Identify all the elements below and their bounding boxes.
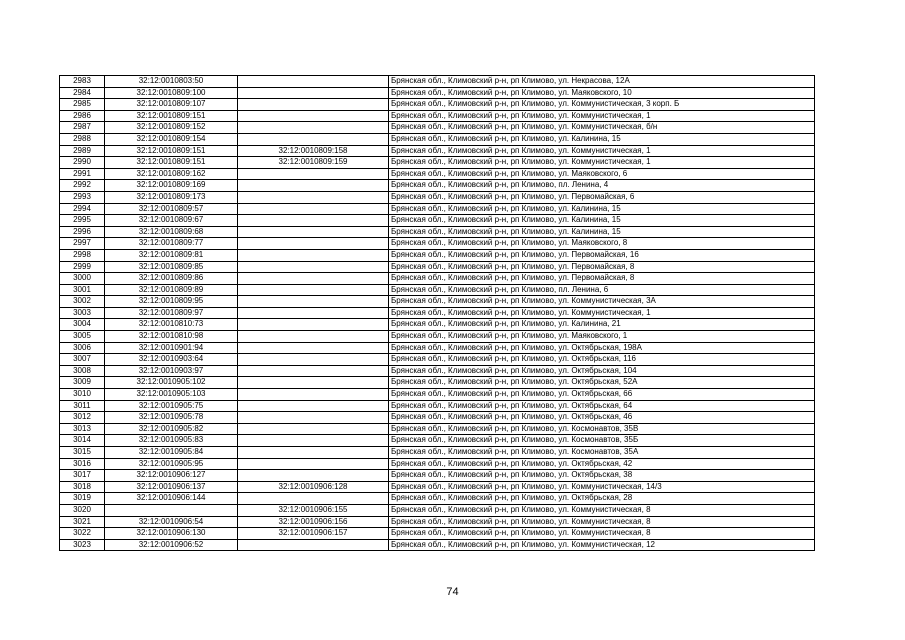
- table-row: [60, 296, 815, 308]
- cadastral-number-cell: 32:12:0010809:77: [105, 238, 238, 250]
- cadastral-number-cell: 32:12:0010905:82: [105, 423, 238, 435]
- cadastral-number-cell: 32:12:0010906:54: [105, 516, 238, 528]
- related-cadastral-number-cell: [238, 226, 389, 238]
- related-cadastral-number-cell: [238, 389, 389, 401]
- table-row: [60, 307, 815, 319]
- related-cadastral-number-cell: [238, 447, 389, 459]
- address-cell: Брянская обл., Климовский р-н, рп Климово, ул. Маяковского, 6: [389, 168, 815, 180]
- cadastral-number-cell: 32:12:0010809:173: [105, 191, 238, 203]
- related-cadastral-number-cell: 32:12:0010906:157: [238, 528, 389, 540]
- table-row: [60, 470, 815, 482]
- cadastral-number-cell: 32:12:0010809:81: [105, 249, 238, 261]
- table-row: [60, 447, 815, 459]
- row-number-cell: 3014: [60, 435, 105, 447]
- table-row: [60, 389, 815, 401]
- related-cadastral-number-cell: [238, 203, 389, 215]
- table-row: [60, 226, 815, 238]
- related-cadastral-number-cell: [238, 284, 389, 296]
- related-cadastral-number-cell: [238, 423, 389, 435]
- table-row: [60, 122, 815, 134]
- cadastral-number-cell: 32:12:0010809:57: [105, 203, 238, 215]
- cadastral-number-cell: 32:12:0010903:97: [105, 365, 238, 377]
- cadastral-number-cell: 32:12:0010809:169: [105, 180, 238, 192]
- related-cadastral-number-cell: 32:12:0010906:128: [238, 481, 389, 493]
- address-cell: Брянская обл., Климовский р-н, рп Климово, ул. Калинина, 21: [389, 319, 815, 331]
- row-number-cell: 3016: [60, 458, 105, 470]
- related-cadastral-number-cell: [238, 215, 389, 227]
- related-cadastral-number-cell: 32:12:0010906:155: [238, 504, 389, 516]
- related-cadastral-number-cell: [238, 354, 389, 366]
- related-cadastral-number-cell: [238, 412, 389, 424]
- row-number-cell: 2992: [60, 180, 105, 192]
- row-number-cell: 2990: [60, 157, 105, 169]
- address-cell: Брянская обл., Климовский р-н, рп Климово, ул. Космонавтов, 35А: [389, 447, 815, 459]
- row-number-cell: 3007: [60, 354, 105, 366]
- related-cadastral-number-cell: [238, 470, 389, 482]
- address-cell: Брянская обл., Климовский р-н, рп Климово, ул. Октябрьская, 38: [389, 470, 815, 482]
- address-cell: Брянская обл., Климовский р-н, рп Климово, ул. Первомайская, 16: [389, 249, 815, 261]
- address-cell: Брянская обл., Климовский р-н, рп Климово, ул. Коммунистическая, 12: [389, 539, 815, 551]
- table-row: [60, 215, 815, 227]
- row-number-cell: 3008: [60, 365, 105, 377]
- row-number-cell: 3000: [60, 273, 105, 285]
- address-cell: Брянская обл., Климовский р-н, рп Климово, ул. Некрасова, 12А: [389, 76, 815, 88]
- row-number-cell: 3011: [60, 400, 105, 412]
- row-number-cell: 3020: [60, 504, 105, 516]
- table-row: [60, 377, 815, 389]
- address-cell: Брянская обл., Климовский р-н, рп Климово, ул. Калинина, 15: [389, 203, 815, 215]
- address-cell: Брянская обл., Климовский р-н, рп Климово, ул. Октябрьская, 28: [389, 493, 815, 505]
- address-cell: Брянская обл., Климовский р-н, рп Климово, ул. Октябрьская, 52А: [389, 377, 815, 389]
- address-cell: Брянская обл., Климовский р-н, рп Климово, ул. Первомайская, 6: [389, 191, 815, 203]
- table-row: [60, 76, 815, 88]
- cadastral-number-cell: 32:12:0010906:52: [105, 539, 238, 551]
- cadastral-number-cell: 32:12:0010809:89: [105, 284, 238, 296]
- address-cell: Брянская обл., Климовский р-н, рп Климово, ул. Коммунистическая, б/н: [389, 122, 815, 134]
- address-cell: Брянская обл., Климовский р-н, рп Климово, ул. Первомайская, 8: [389, 273, 815, 285]
- address-cell: Брянская обл., Климовский р-н, рп Климово, ул. Маяковского, 10: [389, 87, 815, 99]
- related-cadastral-number-cell: [238, 342, 389, 354]
- row-number-cell: 2996: [60, 226, 105, 238]
- related-cadastral-number-cell: [238, 331, 389, 343]
- address-cell: Брянская обл., Климовский р-н, рп Климово, ул. Октябрьская, 66: [389, 389, 815, 401]
- address-cell: Брянская обл., Климовский р-н, рп Климово, ул. Октябрьская, 104: [389, 365, 815, 377]
- cadastral-number-cell: 32:12:0010809:152: [105, 122, 238, 134]
- table-row: [60, 180, 815, 192]
- row-number-cell: 3023: [60, 539, 105, 551]
- row-number-cell: 3021: [60, 516, 105, 528]
- address-cell: Брянская обл., Климовский р-н, рп Климово, ул. Коммунистическая, 1: [389, 307, 815, 319]
- related-cadastral-number-cell: [238, 168, 389, 180]
- cadastral-number-cell: 32:12:0010809:107: [105, 99, 238, 111]
- table-row: [60, 504, 815, 516]
- related-cadastral-number-cell: [238, 87, 389, 99]
- cadastral-number-cell: 32:12:0010905:83: [105, 435, 238, 447]
- table-row: [60, 539, 815, 551]
- row-number-cell: 3018: [60, 481, 105, 493]
- cadastral-number-cell: 32:12:0010809:67: [105, 215, 238, 227]
- related-cadastral-number-cell: [238, 249, 389, 261]
- table-row: [60, 435, 815, 447]
- cadastral-number-cell: 32:12:0010809:86: [105, 273, 238, 285]
- cadastral-number-cell: 32:12:0010809:100: [105, 87, 238, 99]
- registry-table: [59, 75, 815, 551]
- address-cell: Брянская обл., Климовский р-н, рп Климово, ул. Калинина, 15: [389, 226, 815, 238]
- related-cadastral-number-cell: [238, 458, 389, 470]
- registry-table-body: [60, 76, 815, 551]
- cadastral-number-cell: 32:12:0010906:130: [105, 528, 238, 540]
- row-number-cell: 3012: [60, 412, 105, 424]
- table-row: [60, 412, 815, 424]
- related-cadastral-number-cell: [238, 273, 389, 285]
- document-page: [59, 75, 814, 551]
- address-cell: Брянская обл., Климовский р-н, рп Климово, ул. Калинина, 15: [389, 215, 815, 227]
- row-number-cell: 2994: [60, 203, 105, 215]
- address-cell: Брянская обл., Климовский р-н, рп Климово, ул. Октябрьская, 64: [389, 400, 815, 412]
- address-cell: Брянская обл., Климовский р-н, рп Климово, ул. Октябрьская, 198А: [389, 342, 815, 354]
- table-row: [60, 423, 815, 435]
- cadastral-number-cell: 32:12:0010903:64: [105, 354, 238, 366]
- address-cell: Брянская обл., Климовский р-н, рп Климово, ул. Октябрьская, 46: [389, 412, 815, 424]
- table-row: [60, 365, 815, 377]
- table-row: [60, 168, 815, 180]
- row-number-cell: 2995: [60, 215, 105, 227]
- table-row: [60, 249, 815, 261]
- related-cadastral-number-cell: [238, 191, 389, 203]
- row-number-cell: 3022: [60, 528, 105, 540]
- related-cadastral-number-cell: [238, 76, 389, 88]
- related-cadastral-number-cell: [238, 319, 389, 331]
- related-cadastral-number-cell: [238, 238, 389, 250]
- related-cadastral-number-cell: [238, 110, 389, 122]
- cadastral-number-cell: 32:12:0010803:50: [105, 76, 238, 88]
- related-cadastral-number-cell: [238, 365, 389, 377]
- table-row: [60, 284, 815, 296]
- row-number-cell: 2985: [60, 99, 105, 111]
- address-cell: Брянская обл., Климовский р-н, рп Климово, пл. Ленина, 4: [389, 180, 815, 192]
- address-cell: Брянская обл., Климовский р-н, рп Климово, ул. Коммунистическая, 1: [389, 110, 815, 122]
- address-cell: Брянская обл., Климовский р-н, рп Климово, ул. Коммунистическая, 3А: [389, 296, 815, 308]
- row-number-cell: 2988: [60, 133, 105, 145]
- table-row: [60, 354, 815, 366]
- address-cell: Брянская обл., Климовский р-н, рп Климово, ул. Коммунистическая, 14/3: [389, 481, 815, 493]
- row-number-cell: 3005: [60, 331, 105, 343]
- cadastral-number-cell: 32:12:0010905:75: [105, 400, 238, 412]
- table-row: [60, 342, 815, 354]
- table-row: [60, 157, 815, 169]
- row-number-cell: 2986: [60, 110, 105, 122]
- row-number-cell: 2993: [60, 191, 105, 203]
- row-number-cell: 2989: [60, 145, 105, 157]
- page-number: 74: [446, 586, 459, 598]
- table-row: [60, 528, 815, 540]
- address-cell: Брянская обл., Климовский р-н, рп Климово, ул. Маяковского, 8: [389, 238, 815, 250]
- row-number-cell: 2998: [60, 249, 105, 261]
- cadastral-number-cell: 32:12:0010809:162: [105, 168, 238, 180]
- related-cadastral-number-cell: 32:12:0010906:156: [238, 516, 389, 528]
- address-cell: Брянская обл., Климовский р-н, рп Климово, ул. Коммунистическая, 8: [389, 528, 815, 540]
- address-cell: Брянская обл., Климовский р-н, рп Климово, ул. Октябрьская, 42: [389, 458, 815, 470]
- row-number-cell: 2983: [60, 76, 105, 88]
- table-row: [60, 319, 815, 331]
- table-row: [60, 145, 815, 157]
- cadastral-number-cell: [105, 504, 238, 516]
- cadastral-number-cell: 32:12:0010905:78: [105, 412, 238, 424]
- cadastral-number-cell: 32:12:0010905:95: [105, 458, 238, 470]
- related-cadastral-number-cell: 32:12:0010809:159: [238, 157, 389, 169]
- table-row: [60, 493, 815, 505]
- row-number-cell: 3017: [60, 470, 105, 482]
- related-cadastral-number-cell: [238, 307, 389, 319]
- row-number-cell: 3019: [60, 493, 105, 505]
- table-row: [60, 87, 815, 99]
- related-cadastral-number-cell: [238, 435, 389, 447]
- table-row: [60, 331, 815, 343]
- table-row: [60, 238, 815, 250]
- cadastral-number-cell: 32:12:0010809:85: [105, 261, 238, 273]
- cadastral-number-cell: 32:12:0010905:103: [105, 389, 238, 401]
- address-cell: Брянская обл., Климовский р-н, рп Климово, ул. Коммунистическая, 3 корп. Б: [389, 99, 815, 111]
- cadastral-number-cell: 32:12:0010809:97: [105, 307, 238, 319]
- related-cadastral-number-cell: [238, 493, 389, 505]
- cadastral-number-cell: 32:12:0010906:137: [105, 481, 238, 493]
- address-cell: Брянская обл., Климовский р-н, рп Климово, ул. Маяковского, 1: [389, 331, 815, 343]
- address-cell: Брянская обл., Климовский р-н, рп Климово, ул. Коммунистическая, 8: [389, 504, 815, 516]
- row-number-cell: 3015: [60, 447, 105, 459]
- row-number-cell: 3010: [60, 389, 105, 401]
- table-row: [60, 481, 815, 493]
- table-row: [60, 99, 815, 111]
- table-row: [60, 133, 815, 145]
- row-number-cell: 3013: [60, 423, 105, 435]
- row-number-cell: 3006: [60, 342, 105, 354]
- cadastral-number-cell: 32:12:0010906:127: [105, 470, 238, 482]
- related-cadastral-number-cell: [238, 133, 389, 145]
- cadastral-number-cell: 32:12:0010810:73: [105, 319, 238, 331]
- row-number-cell: 3009: [60, 377, 105, 389]
- cadastral-number-cell: 32:12:0010901:94: [105, 342, 238, 354]
- address-cell: Брянская обл., Климовский р-н, рп Климово, ул. Коммунистическая, 1: [389, 145, 815, 157]
- address-cell: Брянская обл., Климовский р-н, рп Климово, ул. Первомайская, 8: [389, 261, 815, 273]
- table-row: [60, 203, 815, 215]
- cadastral-number-cell: 32:12:0010906:144: [105, 493, 238, 505]
- row-number-cell: 2991: [60, 168, 105, 180]
- table-row: [60, 273, 815, 285]
- related-cadastral-number-cell: [238, 296, 389, 308]
- address-cell: Брянская обл., Климовский р-н, рп Климово, ул. Коммунистическая, 8: [389, 516, 815, 528]
- cadastral-number-cell: 32:12:0010809:68: [105, 226, 238, 238]
- related-cadastral-number-cell: [238, 261, 389, 273]
- cadastral-number-cell: 32:12:0010809:151: [105, 157, 238, 169]
- related-cadastral-number-cell: [238, 400, 389, 412]
- cadastral-number-cell: 32:12:0010809:154: [105, 133, 238, 145]
- cadastral-number-cell: 32:12:0010809:95: [105, 296, 238, 308]
- table-row: [60, 458, 815, 470]
- address-cell: Брянская обл., Климовский р-н, рп Климово, ул. Октябрьская, 116: [389, 354, 815, 366]
- address-cell: Брянская обл., Климовский р-н, рп Климово, ул. Калинина, 15: [389, 133, 815, 145]
- row-number-cell: 2984: [60, 87, 105, 99]
- row-number-cell: 2997: [60, 238, 105, 250]
- cadastral-number-cell: 32:12:0010810:98: [105, 331, 238, 343]
- table-row: [60, 261, 815, 273]
- table-row: [60, 191, 815, 203]
- row-number-cell: 3003: [60, 307, 105, 319]
- address-cell: Брянская обл., Климовский р-н, рп Климово, ул. Коммунистическая, 1: [389, 157, 815, 169]
- address-cell: Брянская обл., Климовский р-н, рп Климово, пл. Ленина, 6: [389, 284, 815, 296]
- cadastral-number-cell: 32:12:0010809:151: [105, 110, 238, 122]
- related-cadastral-number-cell: 32:12:0010809:158: [238, 145, 389, 157]
- row-number-cell: 3002: [60, 296, 105, 308]
- table-row: [60, 400, 815, 412]
- row-number-cell: 3004: [60, 319, 105, 331]
- table-row: [60, 516, 815, 528]
- related-cadastral-number-cell: [238, 180, 389, 192]
- row-number-cell: 3001: [60, 284, 105, 296]
- address-cell: Брянская обл., Климовский р-н, рп Климово, ул. Космонавтов, 35В: [389, 423, 815, 435]
- related-cadastral-number-cell: [238, 122, 389, 134]
- cadastral-number-cell: 32:12:0010809:151: [105, 145, 238, 157]
- table-row: [60, 110, 815, 122]
- related-cadastral-number-cell: [238, 99, 389, 111]
- cadastral-number-cell: 32:12:0010905:84: [105, 447, 238, 459]
- related-cadastral-number-cell: [238, 539, 389, 551]
- related-cadastral-number-cell: [238, 377, 389, 389]
- cadastral-number-cell: 32:12:0010905:102: [105, 377, 238, 389]
- row-number-cell: 2999: [60, 261, 105, 273]
- address-cell: Брянская обл., Климовский р-н, рп Климово, ул. Космонавтов, 35Б: [389, 435, 815, 447]
- row-number-cell: 2987: [60, 122, 105, 134]
